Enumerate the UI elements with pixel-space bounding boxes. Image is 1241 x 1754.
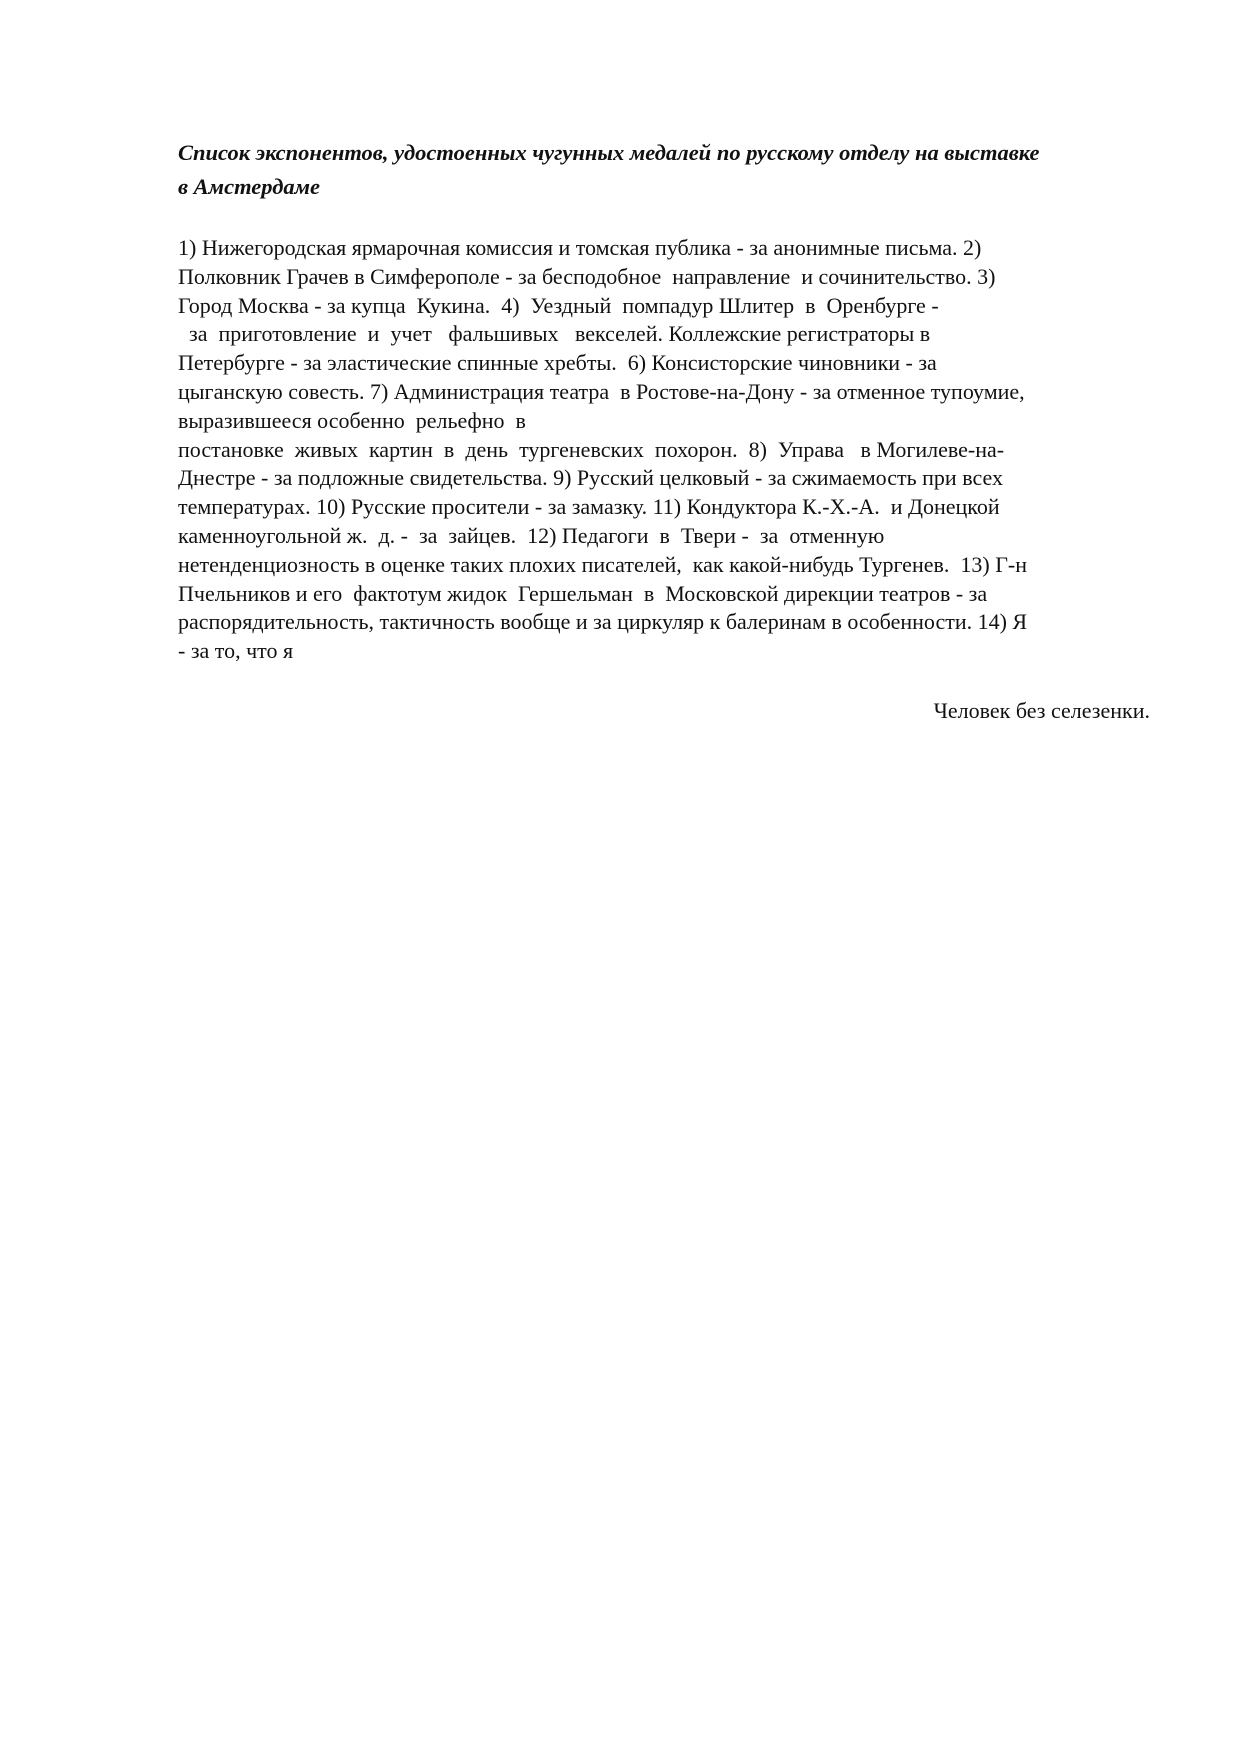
title-line: Список экспонентов, удостоенных чугунных медалей по русскому отделу на выставке [178, 140, 1040, 165]
document-title [178, 136, 1158, 204]
body-line: Полковник Грачев в Симферополе - за бесподобное направление и сочинительство. 3) [178, 263, 996, 289]
body-line: нетенденциозность в оценке таких плохих писателей, как какой-нибудь Тургенев. 13) Г-н [178, 551, 1028, 577]
document-body [178, 234, 1168, 666]
body-line: за приготовление и учет фальшивых векселей. Коллежские регистраторы в [178, 321, 931, 347]
body-line: Днестре - за подложные свидетельства. 9) Русский целковый - за сжимаемость при всех [178, 465, 1003, 491]
body-line: Петербурге - за эластические спинные хребты. 6) Консисторские чиновники - за [178, 350, 937, 376]
body-line: цыганскую совесть. 7) Администрация театра в Ростове-на-Дону - за отменное тупоумие, [178, 378, 1025, 404]
body-line: Пчельников и его фактотум жидок Гершельман в Московской дирекции театров - за [178, 580, 988, 606]
body-line: Город Москва - за купца Кукина. 4) Уездный помпадур Шлитер в Оренбурге - [178, 292, 939, 318]
signature: Человек без селезенки. [933, 698, 1150, 723]
body-line: температурах. 10) Русские просители - за замазку. 11) Кондуктора К.-Х.-А. и Донецкой [178, 494, 1000, 520]
body-line: каменноугольной ж. д. - за зайцев. 12) Педагоги в Твери - за отменную [178, 522, 885, 548]
body-line: распорядительность, тактичность вообще и за циркуляр к балеринам в особенности. 14) Я [178, 609, 1028, 635]
body-line: 1) Нижегородская ярмарочная комиссия и томская публика - за анонимные письма. 2) [178, 235, 982, 260]
body-line: - за то, что я [178, 638, 294, 664]
title-line: в Амстердаме [178, 174, 321, 199]
body-line: постановке живых картин в день тургеневских похорон. 8) Управа в Могилеве-на- [178, 436, 1005, 462]
body-line: выразившееся особенно рельефно в [178, 407, 526, 433]
